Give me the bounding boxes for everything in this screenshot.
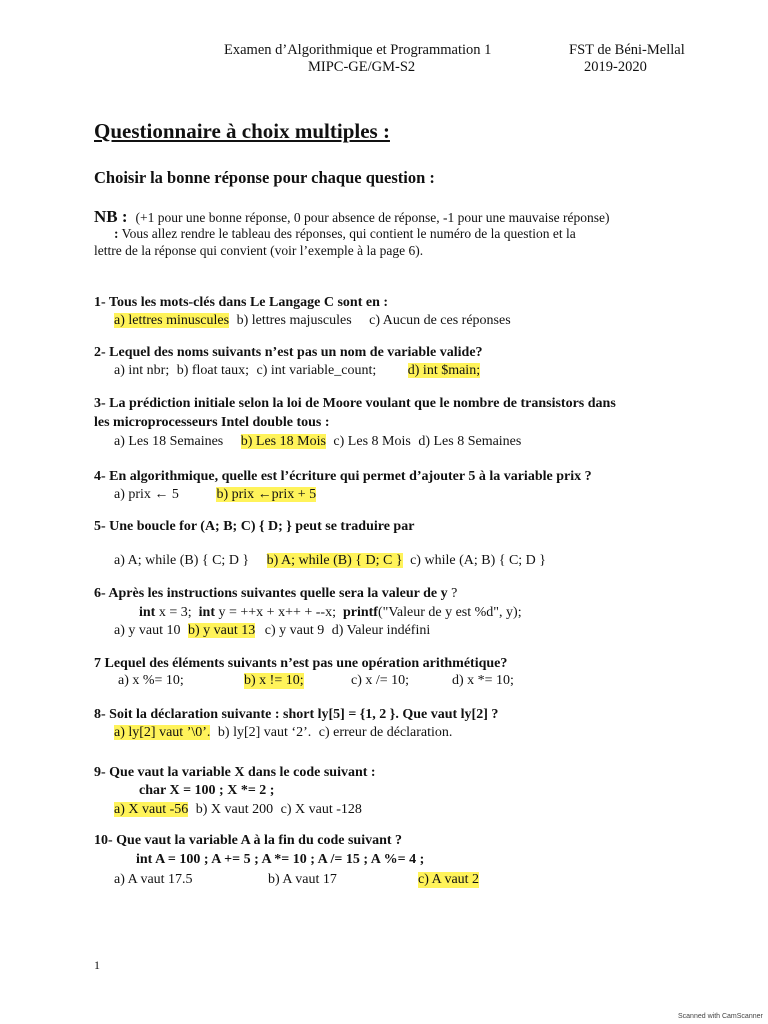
answers-3 [114,434,521,450]
question-6 [94,586,457,602]
page-subtitle: Choisir la bonne réponse pour chaque question : [94,168,435,187]
question-6-prefix: 6- Après les instructions suivantes quelle sera la valeur de [94,586,441,601]
question-6-suffix: ? [447,586,458,601]
q6-answer-b: b) y vaut 13 [187,623,256,638]
q3-answer-a: a) Les 18 Semaines [114,434,224,449]
answers-6 [114,623,430,639]
question-1: 1- Tous les mots-clés dans Le Langage C sont en : [94,295,389,310]
q6-answer-a: a) y vaut 10 [114,623,181,638]
question-9: 9- Que vaut la variable X dans le code suivant : [94,765,376,780]
q1-answer-a: a) lettres minuscules [114,313,230,328]
q9-code: char X = 100 ; X *= 2 ; [139,783,275,798]
q4-answer-b: b) prix ←prix + 5 [216,487,317,502]
answers-2 [114,363,480,379]
q7-answer-a: a) x %= 10; [118,673,184,688]
q5-answer-a: a) A; while (B) { C; D } [114,553,250,568]
q7-answer-c: c) x /= 10; [351,673,410,688]
q6-code [139,605,522,621]
header-program: MIPC-GE/GM-S2 [308,59,416,75]
q6-code-part-3: ("Valeur de y est %d", y); [377,605,522,620]
question-8: 8- Soit la déclaration suivante : short ly[5] = {1, 2 }. Que vaut ly[2] ? [94,707,499,722]
answers-1 [114,313,511,329]
q10-answer-a: a) A vaut 17.5 [114,872,193,887]
q3-answer-d: d) Les 8 Semaines [418,434,522,449]
nb-block [94,207,610,227]
page-title: Questionnaire à choix multiples : [94,119,390,143]
q6-code-printf: printf [342,605,378,620]
question-10: 10- Que vaut la variable A à la fin du code suivant ? [94,833,403,848]
q6-code-part-2: y = ++x + x++ + --x; [214,605,343,620]
q9-answer-a: a) X vaut -56 [114,802,189,817]
q8-answer-a: a) ly[2] vaut ’\0’. [114,725,211,740]
q6-code-int-1: int [139,605,156,620]
answers-8 [114,725,452,741]
question-3-line-2: les microprocesseurs Intel double tous : [94,415,330,430]
nb-instructions-2: lettre de la réponse qui convient (voir l’exemple à la page 6). [94,243,424,258]
q5-answer-b: b) A; while (B) { D; C } [266,553,403,568]
header-school: FST de Béni-Mellal [569,42,685,58]
answers-9 [114,802,362,818]
q3-answer-c: c) Les 8 Mois [333,434,411,449]
q9-answer-c: c) X vaut -128 [280,802,362,817]
question-4: 4- En algorithmique, quelle est l’écriture qui permet d’ajouter 5 à la variable prix ? [94,469,592,484]
page-number: 1 [94,958,100,972]
q6-answer-c: c) y vaut 9 [264,623,325,638]
q8-answer-c: c) erreur de déclaration. [318,725,453,740]
nb-instructions-text-1: Vous allez rendre le tableau des réponses, qui contient le numéro de la question et la [121,226,576,241]
nb-label: NB : [94,207,128,226]
q2-answer-a: a) int nbr; [114,363,170,378]
header-course: Examen d’Algorithmique et Programmation 1 [224,42,492,58]
q5-answer-c: c) while (A; B) { C; D } [410,553,547,568]
q7-answer-b: b) x != 10; [244,673,304,688]
nb-colon: : [114,226,119,241]
q9-answer-b: b) X vaut 200 [195,802,274,817]
scanner-watermark: Scanned with CamScanner [678,1013,763,1020]
q2-answer-b: b) float taux; [176,363,250,378]
answers-4 [114,487,316,503]
question-5: 5- Une boucle for (A; B; C) { D; } peut se traduire par [94,519,415,534]
q6-code-part-1: x = 3; [155,605,199,620]
q1-answer-c: c) Aucun de ces réponses [369,313,511,328]
q10-code: int A = 100 ; A += 5 ; A *= 10 ; A /= 15 ; A %= 4 ; [136,852,425,867]
q10-answer-b: b) A vaut 17 [268,872,337,887]
q6-code-int-2: int [198,605,215,620]
q2-answer-d: d) int $main; [407,363,481,378]
q3-answer-b: b) Les 18 Mois [240,434,326,449]
q2-answer-c: c) int variable_count; [256,363,377,378]
q1-answer-b: b) lettres majuscules [236,313,352,328]
q7-answer-d: d) x *= 10; [452,673,514,688]
q4-answer-a: a) prix ← 5 [114,487,179,502]
q10-answer-c: c) A vaut 2 [418,872,480,887]
question-3-line-1: 3- La prédiction initiale selon la loi de Moore voulant que le nombre de transistors dans [94,396,616,411]
q8-answer-b: b) ly[2] vaut ‘2’. [217,725,312,740]
header-year: 2019-2020 [584,59,647,75]
answers-5 [114,553,546,569]
nb-scoring: (+1 pour une bonne réponse, 0 pour absence de réponse, -1 pour une mauvaise réponse) [135,210,610,225]
q6-answer-d: d) Valeur indéfini [331,623,431,638]
nb-instructions-1 [114,226,576,242]
question-6-var: y [440,586,448,601]
question-2: 2- Lequel des noms suivants n’est pas un nom de variable valide? [94,345,483,360]
question-7: 7 Lequel des éléments suivants n’est pas une opération arithmétique? [94,656,508,671]
